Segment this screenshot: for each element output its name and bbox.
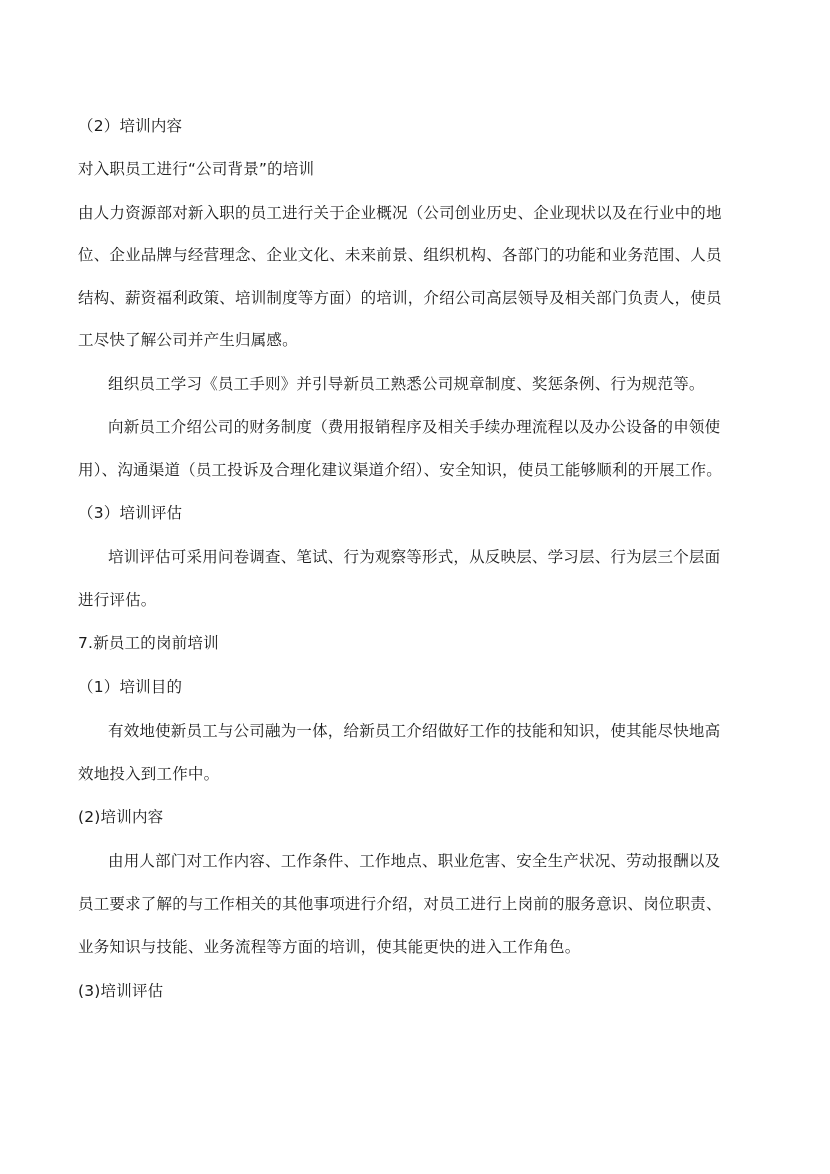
paragraph-line: 位、企业品牌与经营理念、企业文化、未来前景、组织机构、各部门的功能和业务范围、人员 xyxy=(78,246,722,264)
section-heading: （3）培训评估 xyxy=(78,504,183,522)
section-heading: 7.新员工的岗前培训 xyxy=(78,634,219,652)
paragraph-line: 结构、薪资福利政策、培训制度等方面）的培训，介绍公司高层领导及相关部门负责人，使员 xyxy=(78,289,722,307)
paragraph-line: 员工要求了解的与工作相关的其他事项进行介绍，对员工进行上岗前的服务意识、岗位职责、 xyxy=(78,895,722,913)
section-heading: (3)培训评估 xyxy=(78,982,164,1000)
paragraph-line: 用）、沟通渠道（员工投诉及合理化建议渠道介绍）、安全知识，使员工能够顺利的开展工作。 xyxy=(78,461,722,479)
paragraph-line: 向新员工介绍公司的财务制度（费用报销程序及相关手续办理流程以及办公设备的申领使 xyxy=(108,418,721,436)
paragraph-line: 培训评估可采用问卷调查、笔试、行为观察等形式，从反映层、学习层、行为层三个层面 xyxy=(108,548,721,566)
section-heading: (2)培训内容 xyxy=(78,808,164,826)
paragraph-line: 组织员工学习《员工手则》并引导新员工熟悉公司规章制度、奖惩条例、行为规范等。 xyxy=(108,375,705,393)
paragraph-line: 对入职员工进行“公司背景”的培训 xyxy=(78,160,315,178)
section-heading: （2）培训内容 xyxy=(78,117,183,135)
paragraph-line: 进行评估。 xyxy=(78,591,157,609)
paragraph-line: 业务知识与技能、业务流程等方面的培训，使其能更快的进入工作角色。 xyxy=(78,938,581,956)
paragraph-line: 工尽快了解公司并产生归属感。 xyxy=(78,331,298,349)
paragraph-line: 由人力资源部对新入职的员工进行关于企业概况（公司创业历史、企业现状以及在行业中的地 xyxy=(78,204,722,222)
paragraph-line: 由用人部门对工作内容、工作条件、工作地点、职业危害、安全生产状况、劳动报酬以及 xyxy=(108,852,721,870)
paragraph-line: 效地投入到工作中。 xyxy=(78,765,220,783)
paragraph-line: 有效地使新员工与公司融为一体，给新员工介绍做好工作的技能和知识，使其能尽快地高 xyxy=(108,722,721,740)
section-heading: （1）培训目的 xyxy=(78,678,183,696)
